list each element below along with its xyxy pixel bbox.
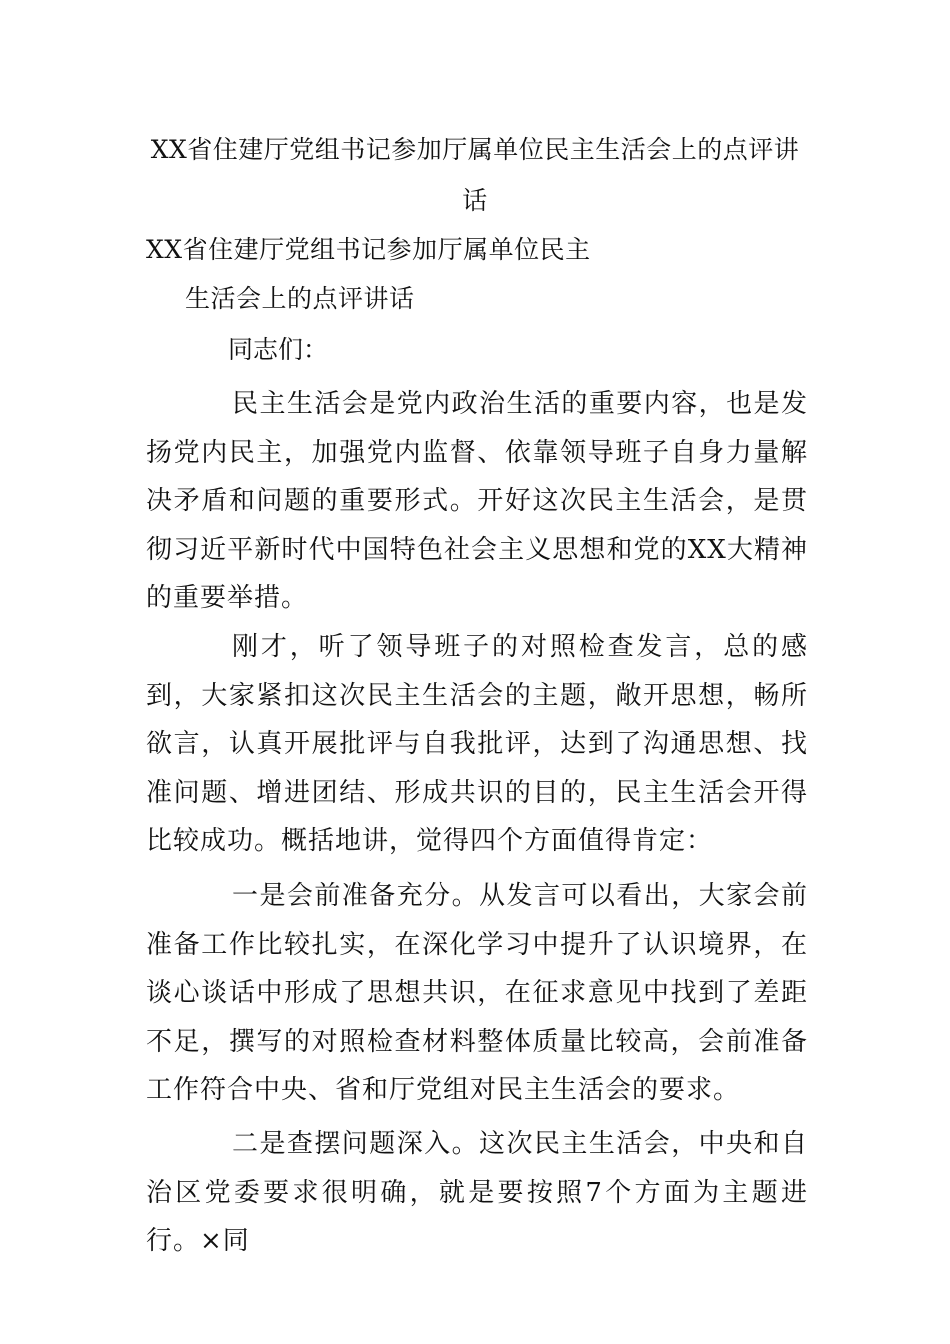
paragraph-2: 刚才，听了领导班子的对照检查发言，总的感到，大家紧扣这次民主生活会的主题，敞开思想，畅所欲言，认真开展批评与自我批评，达到了沟通思想、找准问题、增进团结、形成共识的目的，民主生活会开得比较成功。概括地讲，觉得四个方面值得肯定： (146, 632, 808, 856)
subtitle-line-1: XX省住建厅党组书记参加厅属单位民主 (146, 235, 591, 264)
document-title-line-2: 话 (462, 186, 488, 215)
paragraph-3: 一是会前准备充分。从发言可以看出，大家会前准备工作比较扎实，在深化学习中提升了认识境界，在谈心谈话中形成了思想共识，在征求意见中找到了差距不足，撰写的对照检查材料整体质量比较高，会前准备工作符合中央、省和厅党组对民主生活会的要求。 (146, 881, 808, 1105)
paragraph-1: 民主生活会是党内政治生活的重要内容，也是发扬党内民主，加强党内监督、依靠领导班子自身力量解决矛盾和问题的重要形式。开好这次民主生活会，是贯彻习近平新时代中国特色社会主义思想和党的XX大精神的重要举措。 (146, 389, 808, 613)
subtitle-line-2: 生活会上的点评讲话 (185, 284, 415, 313)
paragraph-4: 二是查摆问题深入。这次民主生活会，中央和自治区党委要求很明确，就是要按照7个方面为主题进行。×同 (146, 1129, 808, 1256)
greeting: 同志们： (228, 335, 329, 364)
document-title-line-1: XX省住建厅党组书记参加厅属单位民主生活会上的点评讲 (150, 135, 800, 164)
